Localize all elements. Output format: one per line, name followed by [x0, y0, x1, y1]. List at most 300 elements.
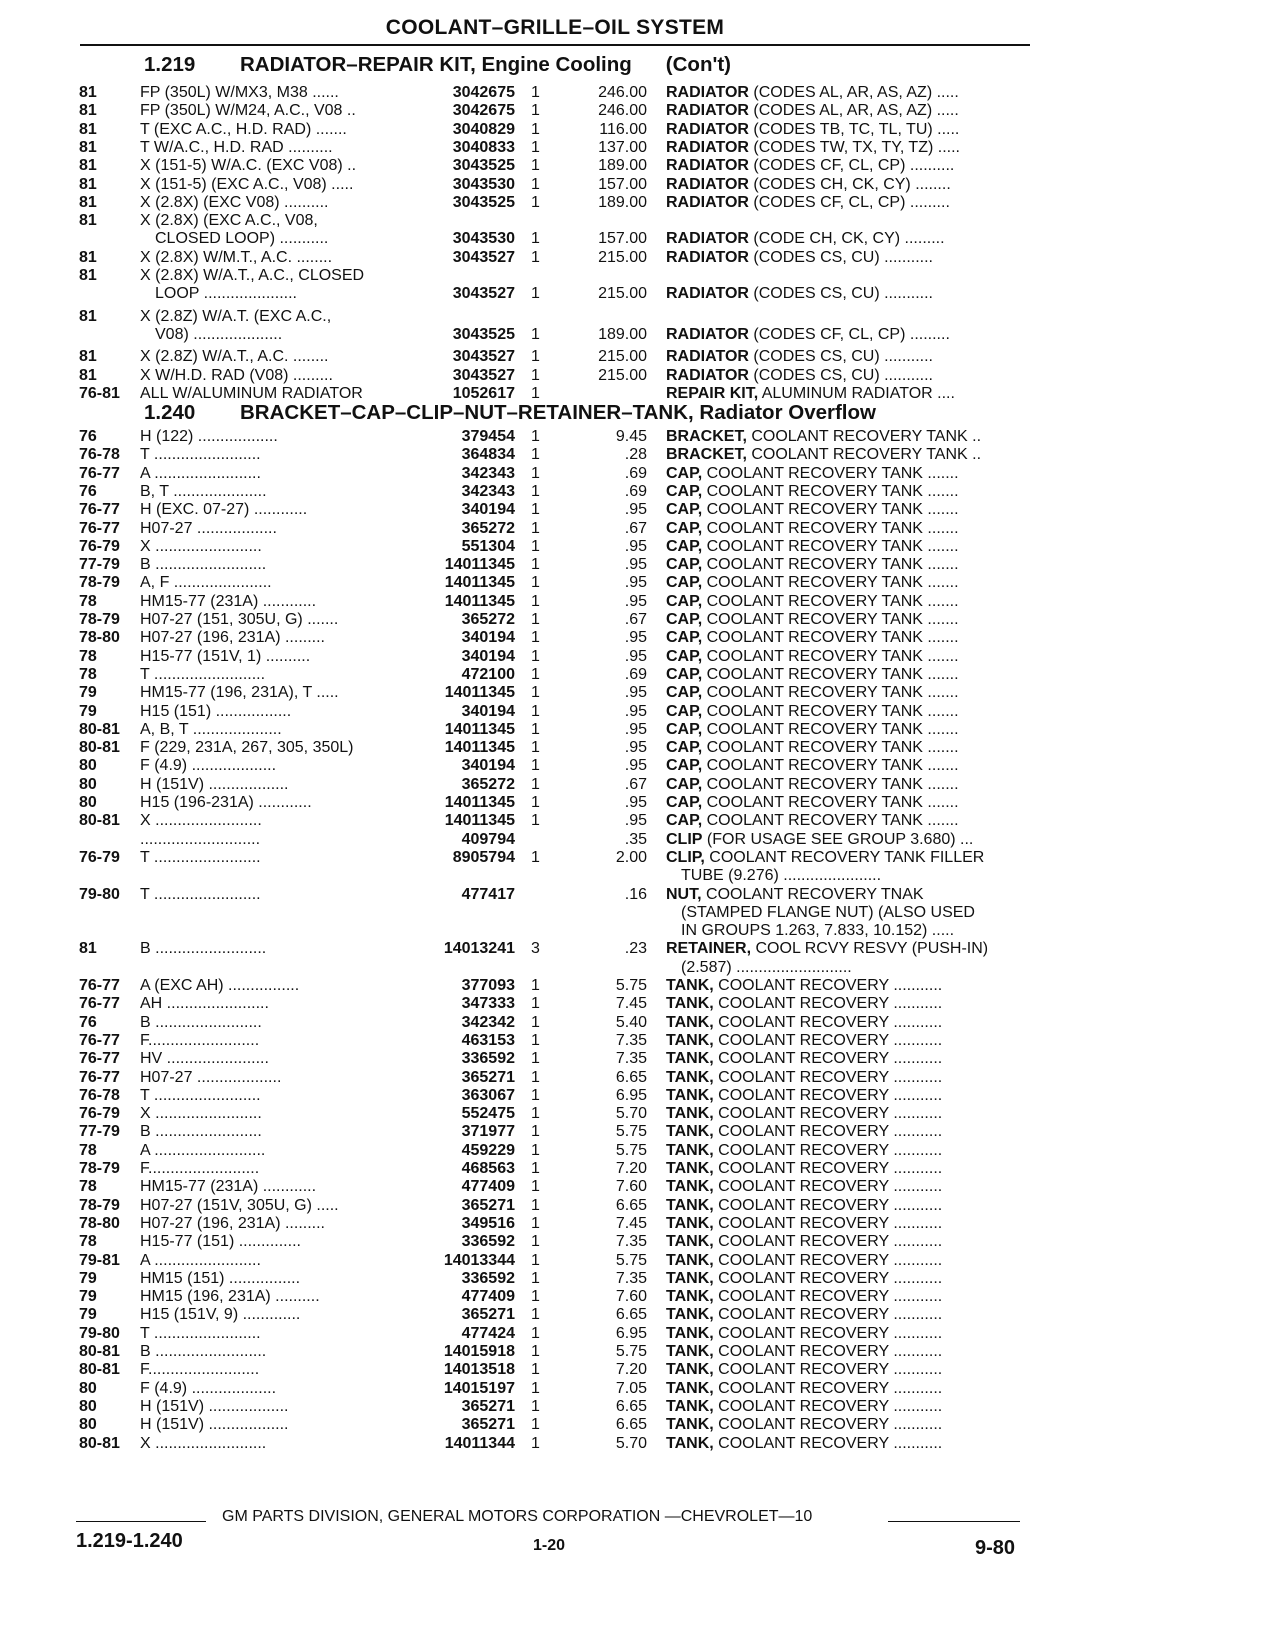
quantity: 1	[531, 138, 540, 156]
description	[666, 1233, 1034, 1252]
description	[666, 483, 1034, 502]
description-keyword: TANK,	[666, 1013, 714, 1031]
part-number: 336592	[461, 1269, 515, 1287]
description	[666, 1142, 1034, 1161]
part-number: 472100	[461, 665, 515, 683]
price: 246.00	[598, 102, 647, 120]
description-text: COOLANT RECOVERY TANK .......	[702, 720, 959, 738]
usage: HM15-77 (231A) ............	[140, 592, 317, 610]
description-keyword: CAP,	[666, 739, 703, 757]
usage: B, T .....................	[140, 482, 267, 500]
model-years: 78	[79, 1233, 97, 1251]
description-keyword: CAP,	[666, 611, 703, 628]
description-text: COOLANT RECOVERY ...........	[713, 1013, 943, 1031]
page-title: COOLANT–GRILLE–OIL SYSTEM	[385, 16, 725, 39]
section-title: RADIATOR–REPAIR KIT, Engine Cooling	[240, 53, 632, 76]
price: 189.00	[598, 193, 647, 211]
usage: T ........................	[140, 446, 261, 464]
model-years: 81	[79, 138, 97, 156]
description-text: COOLANT RECOVERY ...........	[713, 1397, 943, 1415]
quantity: 1	[531, 1233, 540, 1251]
model-years: 77-79	[79, 556, 120, 574]
description-keyword: RADIATOR	[666, 325, 749, 343]
table-row	[0, 1343, 1280, 1362]
description	[666, 1398, 1034, 1417]
quantity: 1	[531, 1306, 540, 1324]
quantity: 1	[531, 647, 540, 665]
quantity: 1	[531, 285, 540, 303]
description-keyword: CAP,	[666, 684, 703, 702]
model-years: 80-81	[79, 1343, 120, 1360]
model-years: 79-80	[79, 885, 120, 903]
usage: H15 (151) .................	[140, 702, 292, 720]
price: .95	[624, 812, 647, 830]
quantity: 1	[531, 248, 540, 266]
quantity: 1	[531, 1141, 540, 1159]
description-keyword: TANK,	[666, 1031, 714, 1049]
price: 137.00	[598, 138, 647, 156]
quantity: 1	[531, 325, 540, 343]
quantity: 1	[531, 1416, 540, 1434]
description-keyword: TANK,	[666, 1050, 714, 1068]
price: 7.60	[615, 1178, 647, 1196]
table-row	[0, 1197, 1280, 1216]
part-number: 409794	[461, 830, 515, 848]
description-keyword: RADIATOR	[666, 157, 749, 175]
model-years: 76-77	[79, 1050, 120, 1068]
description	[666, 629, 1034, 648]
usage: A (EXC AH) ................	[140, 977, 300, 994]
table-row	[0, 1178, 1280, 1197]
model-years: 80	[79, 1397, 97, 1415]
description-keyword: TANK,	[666, 1416, 714, 1434]
description	[666, 812, 1034, 831]
price: 6.65	[615, 1306, 647, 1324]
description	[666, 326, 1034, 345]
price: .95	[624, 537, 647, 555]
description-text: (CODES AL, AR, AS, AZ) .....	[748, 84, 959, 101]
quantity: 1	[531, 428, 540, 445]
usage: H07-27 (151V, 305U, G) .....	[140, 1196, 339, 1214]
quantity: 1	[531, 574, 540, 592]
description-text: COOLANT RECOVERY ...........	[713, 1416, 943, 1434]
part-number: 3043525	[452, 193, 515, 211]
price: 189.00	[598, 325, 647, 343]
usage: HM15 (151) ................	[140, 1269, 301, 1287]
model-years: 79-81	[79, 1251, 120, 1269]
price: .69	[624, 665, 647, 683]
table-row	[0, 629, 1280, 648]
description-keyword: CAP,	[666, 647, 703, 665]
table-row	[0, 1160, 1280, 1179]
model-years: 79	[79, 684, 97, 702]
usage: H15 (196-231A) ............	[140, 794, 312, 811]
description-text: (CODES CF, CL, CP) ..........	[748, 157, 955, 175]
section-heading-1-219	[144, 52, 731, 78]
usage: HM15-77 (231A) ............	[140, 1178, 317, 1196]
description-keyword: TANK,	[666, 1434, 714, 1452]
description-keyword: CAP,	[666, 556, 703, 574]
usage: T ........................	[140, 885, 261, 903]
part-number: 552475	[461, 1105, 515, 1123]
table-row	[0, 977, 1280, 996]
price: .95	[624, 647, 647, 665]
description-text: (CODES CF, CL, CP) .........	[748, 193, 950, 211]
description-keyword: TANK,	[666, 1324, 714, 1342]
price: .95	[624, 592, 647, 610]
description-keyword: CAP,	[666, 537, 703, 555]
description-text: (CODES CF, CL, CP) .........	[748, 325, 950, 343]
description	[666, 995, 1034, 1014]
part-number: 349516	[461, 1214, 515, 1232]
part-number: 14011345	[444, 574, 515, 592]
quantity: 1	[531, 1379, 540, 1397]
usage: H07-27 (196, 231A) .........	[140, 629, 325, 647]
part-number: 342343	[461, 464, 515, 482]
model-years: 79	[79, 702, 97, 720]
quantity: 1	[531, 1397, 540, 1415]
price: .95	[624, 739, 647, 757]
description-text: COOLANT RECOVERY TNAK	[701, 885, 924, 903]
quantity: 1	[531, 684, 540, 702]
description-keyword: RADIATOR	[666, 285, 749, 303]
description-text: COOLANT RECOVERY ...........	[713, 1269, 943, 1287]
model-years: 76-77	[79, 501, 120, 519]
description-keyword: RADIATOR	[666, 102, 749, 120]
price: 2.00	[615, 848, 647, 866]
footer-page-number: 1-20	[533, 1537, 566, 1554]
price: 5.70	[615, 1105, 647, 1123]
description-text: COOLANT RECOVERY ...........	[713, 1361, 943, 1379]
description-keyword: CAP,	[666, 757, 703, 775]
model-years: 76-81	[79, 384, 120, 402]
model-years: 76-79	[79, 537, 120, 555]
usage: A ........................	[140, 1251, 261, 1269]
table-row	[0, 1123, 1280, 1142]
price: 6.65	[615, 1196, 647, 1214]
part-number: 14011345	[444, 684, 515, 702]
description-text: COOLANT RECOVERY TANK .......	[702, 482, 959, 500]
usage: X (2.8X) (EXC V08) ..........	[140, 193, 329, 211]
usage: X ........................	[140, 812, 262, 830]
part-number: 14011345	[444, 720, 515, 738]
usage: H07-27 ..................	[140, 519, 277, 537]
usage: X ........................	[140, 537, 262, 555]
part-number: 340194	[461, 501, 515, 519]
usage: B .........................	[140, 1343, 267, 1360]
part-number: 14011345	[444, 556, 515, 574]
description-text: COOLANT RECOVERY TANK .......	[702, 592, 959, 610]
usage: ...........................	[140, 830, 261, 848]
part-number: 14011345	[444, 739, 515, 757]
quantity: 1	[531, 1251, 540, 1269]
description-text: (FOR USAGE SEE GROUP 3.680) ...	[702, 830, 974, 848]
description	[666, 739, 1034, 758]
description	[666, 446, 1034, 465]
table-row	[0, 922, 1280, 941]
quantity: 1	[531, 102, 540, 120]
description	[666, 940, 1034, 959]
description	[666, 1270, 1034, 1289]
description-keyword: RADIATOR	[666, 348, 749, 366]
model-years: 76	[79, 428, 97, 445]
description	[666, 249, 1034, 268]
quantity: 1	[531, 446, 540, 464]
description-text: COOLANT RECOVERY TANK .......	[702, 464, 959, 482]
model-years: 78	[79, 1141, 97, 1159]
description	[666, 285, 1034, 304]
part-number: 371977	[461, 1123, 515, 1141]
description-text: COOLANT RECOVERY TANK .......	[702, 812, 959, 830]
model-years: 80	[79, 794, 97, 811]
description-text: COOLANT RECOVERY TANK .......	[702, 684, 959, 702]
usage: X W/H.D. RAD (V08) .........	[140, 366, 333, 384]
description	[666, 194, 1034, 213]
table-row	[0, 483, 1280, 502]
usage: X (2.8Z) W/A.T. (EXC A.C.,	[140, 307, 332, 325]
quantity: 1	[531, 1196, 540, 1214]
description-keyword: BRACKET,	[666, 428, 747, 445]
description-keyword: RADIATOR	[666, 120, 749, 138]
part-number: 3040833	[452, 138, 515, 156]
table-row	[0, 1416, 1280, 1435]
description	[666, 849, 1034, 868]
description	[666, 574, 1034, 593]
quantity: 1	[531, 366, 540, 384]
description-keyword: CAP,	[666, 519, 703, 537]
table-row	[0, 959, 1280, 978]
description	[666, 348, 1034, 367]
description	[666, 84, 1034, 103]
table-row	[0, 1361, 1280, 1380]
description-keyword: TANK,	[666, 1269, 714, 1287]
part-number: 365272	[461, 519, 515, 537]
model-years: 81	[79, 212, 97, 230]
description-keyword: CAP,	[666, 464, 703, 482]
description-text: COOLANT RECOVERY ...........	[713, 1434, 943, 1452]
part-number: 365271	[461, 1196, 515, 1214]
part-number: 468563	[461, 1160, 515, 1177]
quantity: 1	[531, 848, 540, 866]
table-row	[0, 102, 1280, 121]
description	[666, 831, 1034, 850]
description-text: (CODES TW, TX, TY, TZ) .....	[748, 138, 960, 156]
model-years: 76-77	[79, 1031, 120, 1049]
table-row	[0, 812, 1280, 831]
description-keyword: TANK,	[666, 1068, 714, 1086]
table-row	[0, 326, 1280, 345]
description	[666, 721, 1034, 740]
description	[666, 538, 1034, 557]
usage: V08) ....................	[155, 325, 283, 343]
usage: A .........................	[140, 1141, 266, 1159]
quantity: 1	[531, 501, 540, 519]
description-text: COOLANT RECOVERY ...........	[713, 1105, 943, 1123]
model-years: 78-80	[79, 629, 120, 647]
model-years: 80-81	[79, 1361, 120, 1379]
price: 6.65	[615, 1068, 647, 1086]
quantity: 1	[531, 464, 540, 482]
part-number: 3043527	[452, 366, 515, 384]
description-text: COOLANT RECOVERY TANK .......	[702, 629, 959, 647]
description-keyword: RADIATOR	[666, 366, 749, 384]
quantity: 1	[531, 812, 540, 830]
part-number: 14011345	[444, 592, 515, 610]
description	[666, 1050, 1034, 1069]
model-years: 76-77	[79, 977, 120, 994]
table-row	[0, 1398, 1280, 1417]
description-text: COOLANT RECOVERY TANK .......	[702, 702, 959, 720]
part-number: 340194	[461, 702, 515, 720]
table-row	[0, 520, 1280, 539]
description	[666, 465, 1034, 484]
part-number: 340194	[461, 647, 515, 665]
description	[666, 556, 1034, 575]
description-text: COOLANT RECOVERY TANK .......	[702, 647, 959, 665]
part-number: 336592	[461, 1233, 515, 1251]
table-row	[0, 1288, 1280, 1307]
description-text: (CODES CS, CU) ...........	[748, 348, 933, 366]
description-keyword: TANK,	[666, 977, 714, 994]
table-row	[0, 703, 1280, 722]
section-title: BRACKET–CAP–CLIP–NUT–RETAINER–TANK, Radiator Overflow	[240, 401, 876, 424]
quantity: 1	[531, 592, 540, 610]
price: .28	[624, 446, 647, 464]
table-row	[0, 831, 1280, 850]
quantity: 1	[531, 1105, 540, 1123]
part-number: 3043530	[452, 175, 515, 193]
part-number: 477409	[461, 1178, 515, 1196]
part-number: 1052617	[452, 384, 515, 402]
footer-organization: GM PARTS DIVISION, GENERAL MOTORS CORPORATION —CHEVROLET—10	[222, 1508, 813, 1525]
table-row	[0, 886, 1280, 905]
usage: HV .......................	[140, 1050, 269, 1068]
price: 7.20	[615, 1160, 647, 1177]
footer-rule	[888, 1521, 1020, 1522]
description-keyword: CAP,	[666, 482, 703, 500]
table-row	[0, 501, 1280, 520]
model-years: 77-79	[79, 1123, 120, 1141]
model-years: 76-77	[79, 519, 120, 537]
model-years: 81	[79, 366, 97, 384]
model-years: 80-81	[79, 739, 120, 757]
description-text: COOLANT RECOVERY TANK .......	[702, 556, 959, 574]
usage: T ........................	[140, 1324, 261, 1342]
table-row	[0, 194, 1280, 213]
model-years: 79	[79, 1306, 97, 1324]
usage: H15-77 (151V, 1) ..........	[140, 647, 311, 665]
table-row	[0, 1306, 1280, 1325]
description-keyword: REPAIR KIT,	[666, 384, 759, 402]
description-keyword: BRACKET,	[666, 446, 747, 464]
description-text: COOLANT RECOVERY TANK .......	[702, 757, 959, 775]
description	[666, 1306, 1034, 1325]
model-years: 76-78	[79, 1086, 120, 1104]
quantity: 1	[531, 157, 540, 175]
description-keyword: TANK,	[666, 1397, 714, 1415]
description	[666, 157, 1034, 176]
price: .95	[624, 556, 647, 574]
description	[666, 666, 1034, 685]
description-keyword: TANK,	[666, 1105, 714, 1123]
section-number: 1.240	[144, 401, 196, 424]
model-years: 78	[79, 647, 97, 665]
usage: F (229, 231A, 267, 305, 350L)	[140, 739, 354, 757]
part-number: 14013518	[443, 1361, 515, 1379]
price: 215.00	[598, 248, 647, 266]
table-row	[0, 1252, 1280, 1271]
table-row	[0, 1069, 1280, 1088]
usage: F.........................	[140, 1031, 260, 1049]
price: 7.45	[615, 1214, 647, 1232]
description-keyword: CAP,	[666, 794, 703, 811]
description-keyword: RADIATOR	[666, 175, 749, 193]
description-text: (CODES CS, CU) ...........	[748, 366, 933, 384]
quantity: 1	[531, 1269, 540, 1287]
description-text: COOLANT RECOVERY TANK .......	[702, 775, 959, 793]
usage: CLOSED LOOP) ...........	[155, 230, 329, 248]
price: .69	[624, 482, 647, 500]
description	[666, 520, 1034, 539]
description	[666, 1069, 1034, 1088]
description-text: COOLANT RECOVERY ...........	[713, 1343, 943, 1360]
description-text: COOLANT RECOVERY ...........	[713, 1141, 943, 1159]
description-text: COOLANT RECOVERY TANK FILLER	[704, 848, 985, 866]
description-keyword: TANK,	[666, 1233, 714, 1251]
usage: H (151V) ..................	[140, 1416, 289, 1434]
description-keyword: NUT,	[666, 885, 702, 903]
quantity: 1	[531, 120, 540, 138]
part-number: 379454	[461, 428, 515, 445]
description-keyword: CAP,	[666, 702, 703, 720]
part-number: 336592	[461, 1050, 515, 1068]
price: .95	[624, 794, 647, 811]
table-row	[0, 1032, 1280, 1051]
model-years: 80-81	[79, 1434, 120, 1452]
description-text: COOLANT RECOVERY ...........	[713, 1379, 943, 1397]
model-years: 81	[79, 267, 97, 284]
usage: X (2.8X) W/M.T., A.C. ........	[140, 248, 333, 266]
description	[666, 1197, 1034, 1216]
part-number: 459229	[461, 1141, 515, 1159]
footer-date-code: 9-80	[975, 1537, 1016, 1559]
table-row	[0, 867, 1280, 886]
part-number: 347333	[461, 995, 515, 1013]
part-number: 3043525	[452, 157, 515, 175]
usage: T (EXC A.C., H.D. RAD) .......	[140, 120, 347, 138]
table-row	[0, 739, 1280, 758]
quantity: 1	[531, 665, 540, 683]
description-text: COOLANT RECOVERY ...........	[713, 995, 943, 1013]
model-years: 80-81	[79, 720, 120, 738]
table-row	[0, 904, 1280, 923]
table-row	[0, 267, 1280, 286]
price: 6.95	[615, 1324, 647, 1342]
quantity: 1	[531, 720, 540, 738]
quantity: 1	[531, 384, 540, 402]
part-number: 14011345	[444, 812, 515, 830]
usage: B .........................	[140, 556, 267, 574]
model-years: 81	[79, 157, 97, 175]
model-years: 78	[79, 1178, 97, 1196]
table-row	[0, 385, 1280, 404]
description-text: COOLANT RECOVERY TANK .......	[702, 665, 959, 683]
model-years: 78-79	[79, 1160, 120, 1177]
model-years: 76-77	[79, 1068, 120, 1086]
description-text: (CODES CS, CU) ...........	[748, 285, 933, 303]
usage: H07-27 (196, 231A) .........	[140, 1214, 325, 1232]
part-number: 477417	[461, 885, 515, 903]
